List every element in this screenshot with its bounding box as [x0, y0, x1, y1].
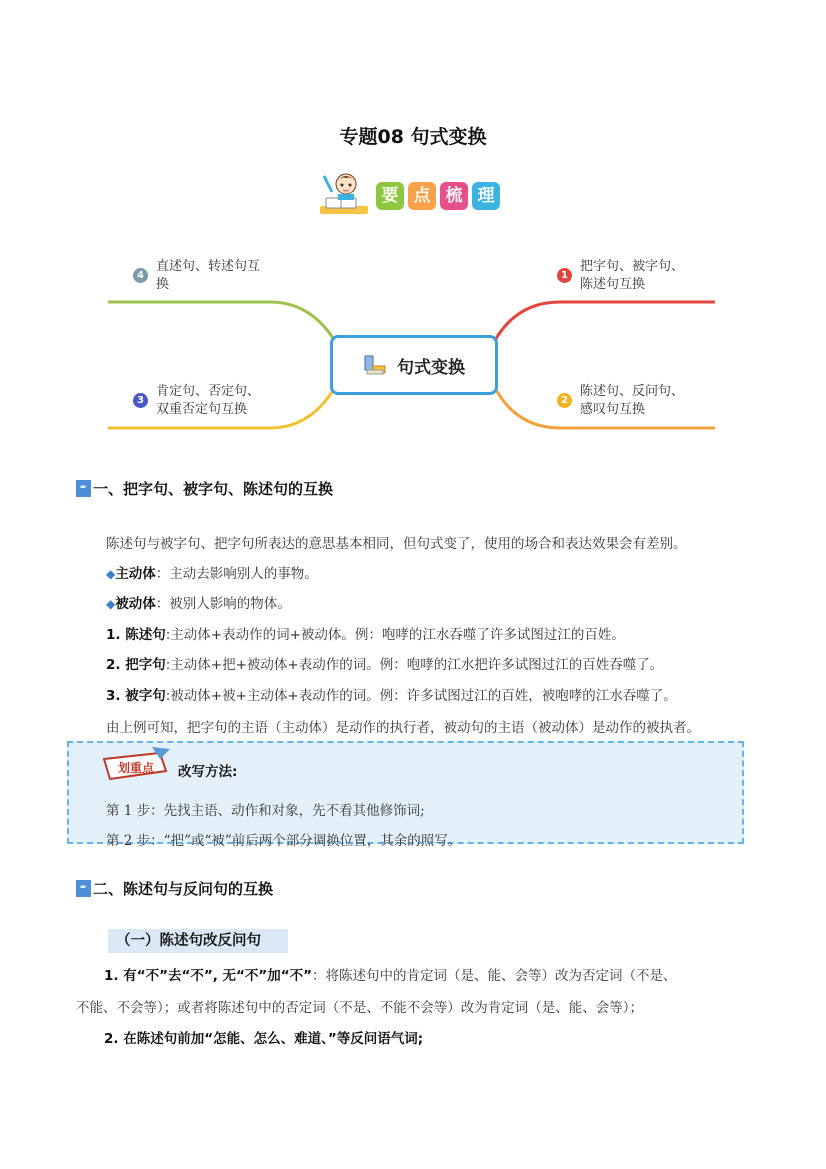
badge-char-2: 点: [408, 182, 436, 210]
item-label: 2. 把字句: [106, 657, 166, 673]
item-bei-sentence: [106, 684, 677, 704]
pen-icon: ✒: [76, 480, 91, 497]
term: 被动体: [115, 596, 156, 612]
badge-char-3: 梳: [440, 182, 468, 210]
diamond-icon: ◆: [106, 567, 116, 581]
box-step-1: 第 1 步：先找主语、动作和对象，先不看其他修饰词;: [106, 803, 425, 819]
rule-1: [104, 964, 677, 984]
mindmap-node-4: [133, 258, 260, 294]
conclusion-paragraph: 由上例可知，把字句的主语（主动体）是动作的执行者，被动句的主语（被动体）是动作的被执者。: [106, 720, 700, 736]
node-text: 陈述句互换: [580, 277, 646, 292]
section-1-heading: [76, 478, 333, 499]
mindmap-center: [330, 335, 498, 395]
item-text: :主动体+表动作的词+被动体。例：咆哮的江水吞噬了许多试图过江的百姓。: [165, 627, 625, 643]
node-text: 感叹句互换: [580, 402, 646, 417]
node-text: 换: [156, 277, 170, 292]
term: 主动体: [115, 566, 156, 582]
item-ba-sentence: [106, 653, 663, 673]
item-text: :被动体+被+主动体+表动作的词。例：许多试图过江的百姓，被咆哮的江水吞噬了。: [165, 688, 677, 704]
item-declarative: [106, 623, 625, 643]
kid-reading-icon: [316, 170, 372, 222]
box-step-2: 第 2 步：“把”或“被”前后两个部分调换位置，其余的照写。: [106, 833, 462, 849]
node-text: 双重否定句互换: [156, 402, 248, 417]
item-text: :主动体+把+被动体+表动作的词。例：咆哮的江水把许多试图过江的百姓吞噬了。: [165, 657, 664, 673]
mindmap-node-2: [557, 383, 684, 419]
node-text: 直述句、转述句互: [156, 259, 261, 274]
stamp-text: 划重点: [117, 761, 155, 775]
key-points-badge: [316, 170, 500, 222]
intro-paragraph: 陈述句与被字句、把字句所表达的意思基本相同，但句式变了，使用的场合和表达效果会有差别。: [106, 536, 687, 552]
books-icon: [363, 354, 387, 376]
badge-char-1: 要: [376, 182, 404, 210]
subsection-heading: （一）陈述句改反问句: [108, 929, 288, 953]
section-2-title: 二、陈述句与反问句的互换: [93, 880, 274, 898]
rule-label: 2. 在陈述句前加“怎能、怎么、难道、”等反问语气词;: [104, 1031, 424, 1047]
node-text: 陈述句、反问句、: [580, 384, 685, 399]
box-title: 改写方法:: [178, 764, 238, 780]
section-2-heading: [76, 878, 273, 899]
mindmap-center-label: 句式变换: [397, 357, 465, 378]
definition: ：主动去影响别人的事物。: [155, 566, 318, 582]
mindmap-node-3: [133, 383, 260, 419]
node-number-3: 3: [133, 393, 148, 408]
rule-text: ：将陈述句中的肯定词（是、能、会等）改为否定词（不是、: [312, 968, 677, 984]
node-number-4: 4: [133, 268, 148, 283]
page-title: 专题08 句式变换: [339, 126, 487, 148]
section-1-title: 一、把字句、被字句、陈述句的互换: [93, 480, 334, 498]
rule-2: [104, 1027, 423, 1047]
node-number-2: 2: [557, 393, 572, 408]
node-text: 肯定句、否定句、: [156, 384, 261, 399]
rule-1-continued: 不能、不会等）；或者将陈述句中的否定词（不是、不能不会等）改为肯定词（是、能、会等）；: [76, 1000, 643, 1016]
definition-passive: [106, 592, 291, 612]
key-point-stamp: [100, 745, 174, 787]
definition: ：被别人影响的物体。: [155, 596, 291, 612]
badge-char-4: 理: [472, 182, 500, 210]
node-text: 把字句、被字句、: [580, 259, 685, 274]
diamond-icon: ◆: [106, 597, 116, 611]
node-number-1: 1: [557, 268, 572, 283]
item-label: 1. 陈述句: [106, 627, 166, 643]
item-label: 3. 被字句: [106, 688, 166, 704]
pen-icon: ✒: [76, 880, 91, 897]
definition-active: [106, 562, 318, 582]
rule-label: 1. 有“不”去“不”, 无“不”加“不”: [104, 968, 313, 984]
mindmap-node-1: [557, 258, 684, 294]
